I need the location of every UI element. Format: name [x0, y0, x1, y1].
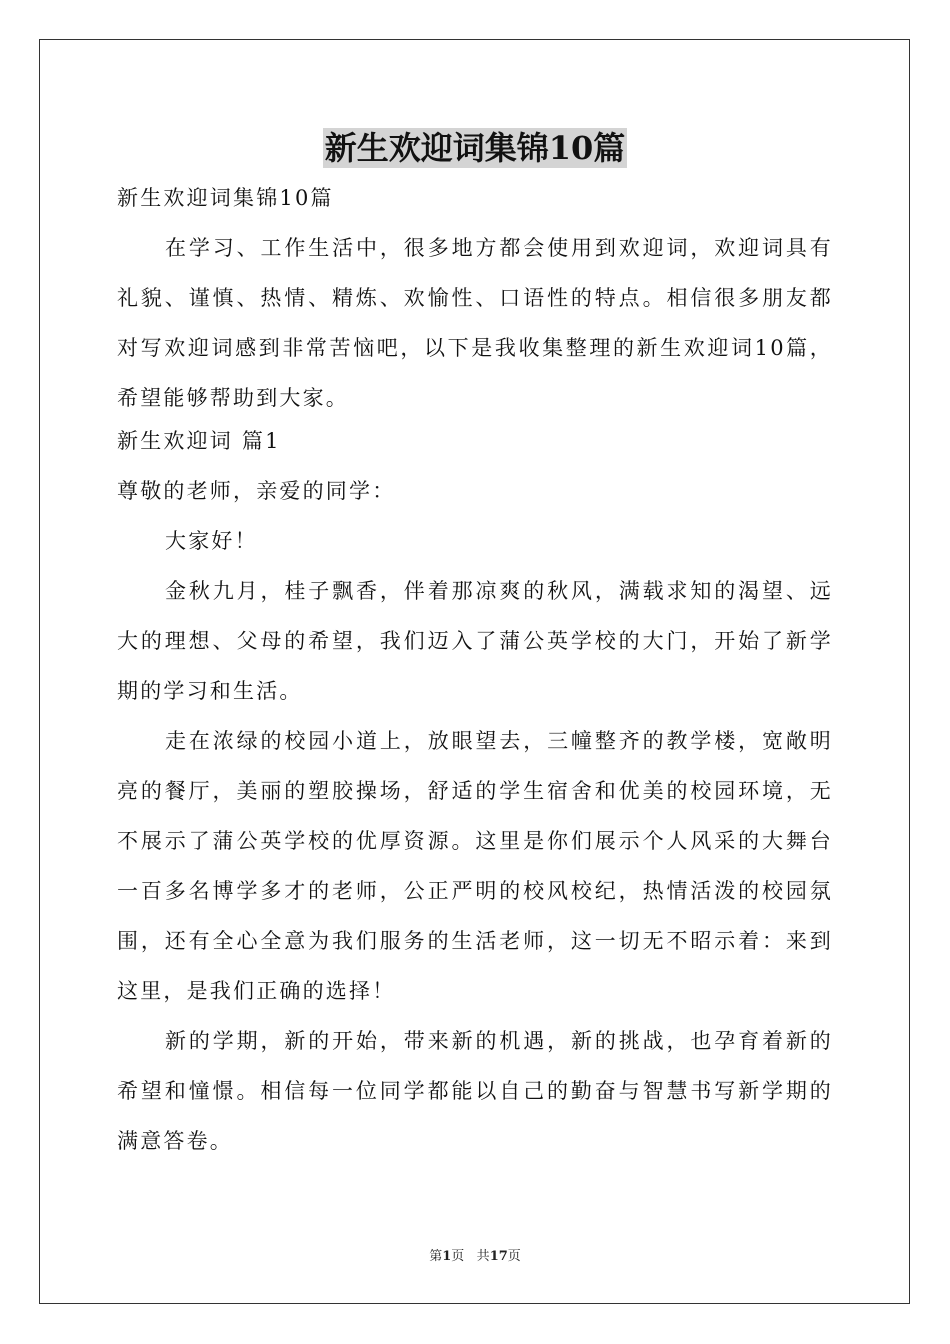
section-heading: 新生欢迎词 篇1 [117, 429, 281, 453]
total-suffix: 页 [507, 1249, 521, 1264]
document-body [117, 180, 833, 1166]
body-paragraph-3: 新的学期，新的开始，带来新的机遇，新的挑战，也孕育着新的希望和憧憬。相信每一位同学都能以自己的勤奋与智慧书写新学期的满意答卷。 [117, 1029, 833, 1153]
page-prefix: 第 [429, 1249, 443, 1264]
body-paragraph-2: 走在浓绿的校园小道上，放眼望去，三幢整齐的教学楼，宽敞明亮的餐厅，美丽的塑胶操场，舒适的学生宿舍和优美的校园环境，无不展示了蒲公英学校的优厚资源。这里是你们展示个人风采的大舞台一百多名博学多才的老师，公正严明的校风校纪，热情活泼的校园氛围，还有全心全意为我们服务的生活老师，这一切无不昭示着：来到这里，是我们正确的选择！ [117, 729, 833, 1003]
body-paragraph-1: 金秋九月，桂子飘香，伴着那凉爽的秋风，满载求知的渴望、远大的理想、父母的希望，我们迈入了蒲公英学校的大门，开始了新学期的学习和生活。 [117, 579, 833, 703]
page-suffix: 页 [451, 1249, 465, 1264]
total-pages: 17 [489, 1249, 508, 1264]
page-footer [0, 1249, 950, 1265]
total-prefix: 共 [476, 1249, 490, 1264]
greeting: 大家好！ [165, 529, 258, 553]
document-subtitle: 新生欢迎词集锦10篇 [117, 186, 334, 210]
title-wrap [0, 128, 950, 168]
document-title: 新生欢迎词集锦10篇 [324, 129, 626, 167]
page-number: 1 [442, 1249, 452, 1264]
salutation: 尊敬的老师，亲爱的同学： [117, 479, 396, 503]
intro-paragraph: 在学习、工作生活中，很多地方都会使用到欢迎词，欢迎词具有礼貌、谨慎、热情、精炼、欢愉性、口语性的特点。相信很多朋友都对写欢迎词感到非常苦恼吧，以下是我收集整理的新生欢迎词10篇，希望能够帮助到大家。 [117, 236, 833, 410]
